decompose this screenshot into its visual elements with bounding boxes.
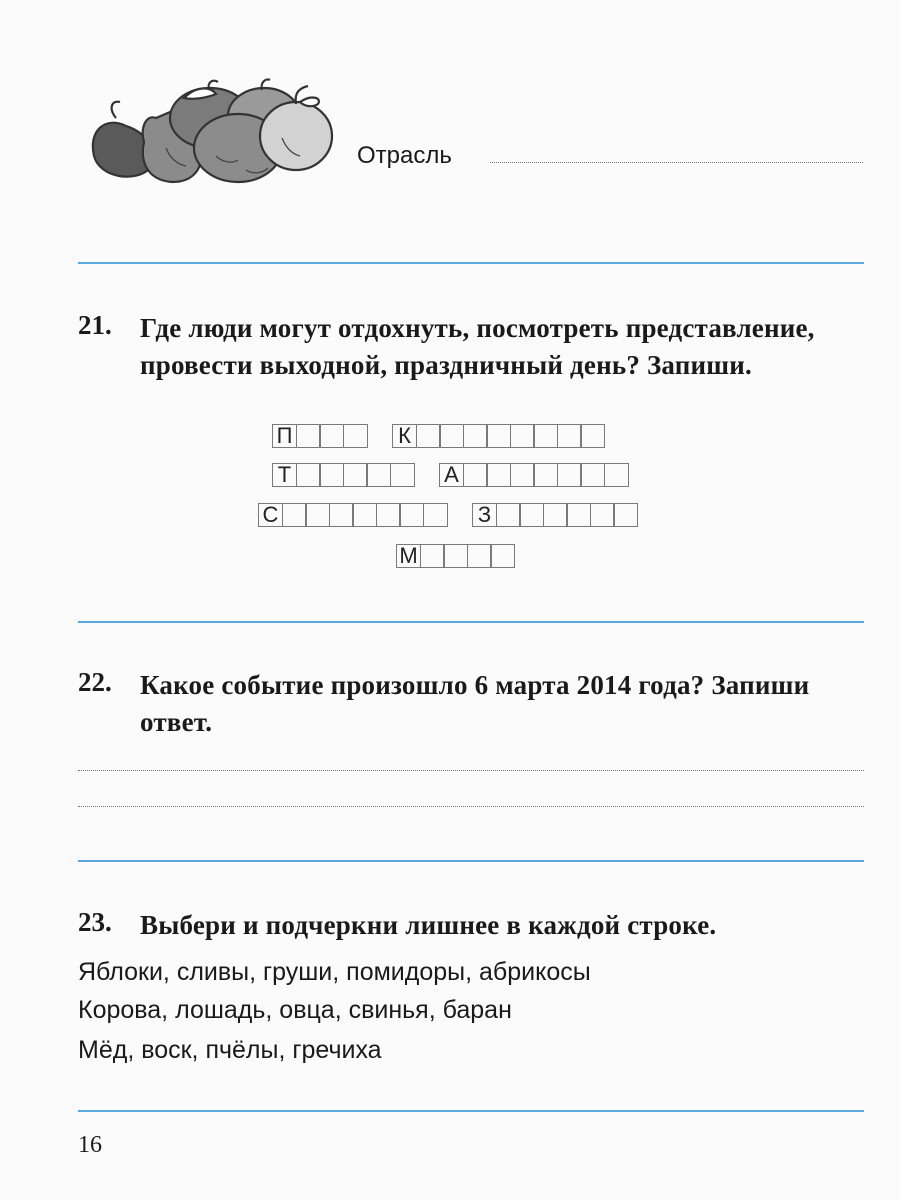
question-21-text: Где люди могут отдохнуть, посмотреть представление, провести выходной, праздничный день? Запиши. bbox=[140, 313, 815, 380]
branch-label: Отрасль bbox=[357, 142, 452, 169]
letter-cell[interactable] bbox=[420, 544, 445, 568]
letter-cell[interactable] bbox=[496, 503, 521, 527]
section-divider bbox=[78, 1110, 864, 1112]
letter-cell[interactable] bbox=[580, 424, 605, 448]
word-list-line[interactable]: Яблоки, сливы, груши, помидоры, абрикосы bbox=[78, 958, 591, 986]
letter-cell[interactable] bbox=[533, 463, 558, 487]
letter-cell[interactable] bbox=[296, 463, 321, 487]
word-list-line[interactable]: Корова, лошадь, овца, свинья, баран bbox=[78, 996, 512, 1024]
section-divider bbox=[78, 262, 864, 264]
grid-row bbox=[396, 544, 514, 570]
letter-cell[interactable] bbox=[319, 424, 344, 448]
letter-cell[interactable] bbox=[580, 463, 605, 487]
grid-gap bbox=[366, 424, 392, 450]
letter-cell-given: А bbox=[439, 463, 464, 487]
letter-cell-given: З bbox=[472, 503, 497, 527]
letter-cell[interactable] bbox=[557, 463, 582, 487]
letter-cell[interactable] bbox=[305, 503, 330, 527]
question-21-number: 21. bbox=[78, 310, 112, 340]
letter-cell[interactable] bbox=[486, 463, 511, 487]
letter-cell[interactable] bbox=[463, 463, 488, 487]
letter-cell[interactable] bbox=[510, 463, 535, 487]
letter-cell[interactable] bbox=[463, 424, 488, 448]
answer-line[interactable] bbox=[78, 806, 864, 807]
branch-answer-line[interactable] bbox=[490, 162, 863, 163]
section-divider bbox=[78, 860, 864, 862]
letter-cell[interactable] bbox=[399, 503, 424, 527]
letter-cell[interactable] bbox=[557, 424, 582, 448]
letter-cell-given: С bbox=[258, 503, 283, 527]
letter-cell[interactable] bbox=[604, 463, 629, 487]
question-22-number: 22. bbox=[78, 667, 112, 697]
letter-cell-given: К bbox=[392, 424, 417, 448]
page-number: 16 bbox=[78, 1132, 102, 1158]
letter-cell[interactable] bbox=[366, 463, 391, 487]
answer-line[interactable] bbox=[78, 770, 864, 771]
letter-cell[interactable] bbox=[352, 503, 377, 527]
question-23-number: 23. bbox=[78, 907, 112, 937]
letter-cell[interactable] bbox=[443, 544, 468, 568]
grid-row bbox=[272, 463, 627, 489]
letter-cell[interactable] bbox=[329, 503, 354, 527]
letter-cell[interactable] bbox=[613, 503, 638, 527]
letter-cell[interactable] bbox=[533, 424, 558, 448]
letter-cell[interactable] bbox=[566, 503, 591, 527]
question-23-text: Выбери и подчеркни лишнее в каждой строке. bbox=[140, 910, 717, 940]
letter-cell[interactable] bbox=[343, 424, 368, 448]
letter-cell[interactable] bbox=[543, 503, 568, 527]
letter-cell[interactable] bbox=[343, 463, 368, 487]
letter-cell[interactable] bbox=[590, 503, 615, 527]
grid-gap bbox=[413, 463, 439, 489]
section-divider bbox=[78, 621, 864, 623]
grid-row bbox=[272, 424, 604, 450]
letter-cell[interactable] bbox=[282, 503, 307, 527]
grid-row bbox=[258, 503, 637, 529]
letter-cell[interactable] bbox=[423, 503, 448, 527]
question-22-text: Какое событие произошло 6 марта 2014 года? Запиши ответ. bbox=[140, 670, 810, 737]
letter-cell[interactable] bbox=[319, 463, 344, 487]
fruit-illustration bbox=[86, 78, 346, 190]
letter-cell[interactable] bbox=[486, 424, 511, 448]
letter-cell[interactable] bbox=[416, 424, 441, 448]
letter-cell[interactable] bbox=[510, 424, 535, 448]
letter-cell[interactable] bbox=[390, 463, 415, 487]
letter-cell-given: П bbox=[272, 424, 297, 448]
letter-cell-given: Т bbox=[272, 463, 297, 487]
word-list-line[interactable]: Мёд, воск, пчёлы, гречиха bbox=[78, 1036, 382, 1064]
letter-cell[interactable] bbox=[439, 424, 464, 448]
letter-cell[interactable] bbox=[490, 544, 515, 568]
letter-cell[interactable] bbox=[376, 503, 401, 527]
letter-cell[interactable] bbox=[467, 544, 492, 568]
letter-cell[interactable] bbox=[519, 503, 544, 527]
grid-gap bbox=[446, 503, 472, 529]
letter-cell-given: М bbox=[396, 544, 421, 568]
letter-cell[interactable] bbox=[296, 424, 321, 448]
